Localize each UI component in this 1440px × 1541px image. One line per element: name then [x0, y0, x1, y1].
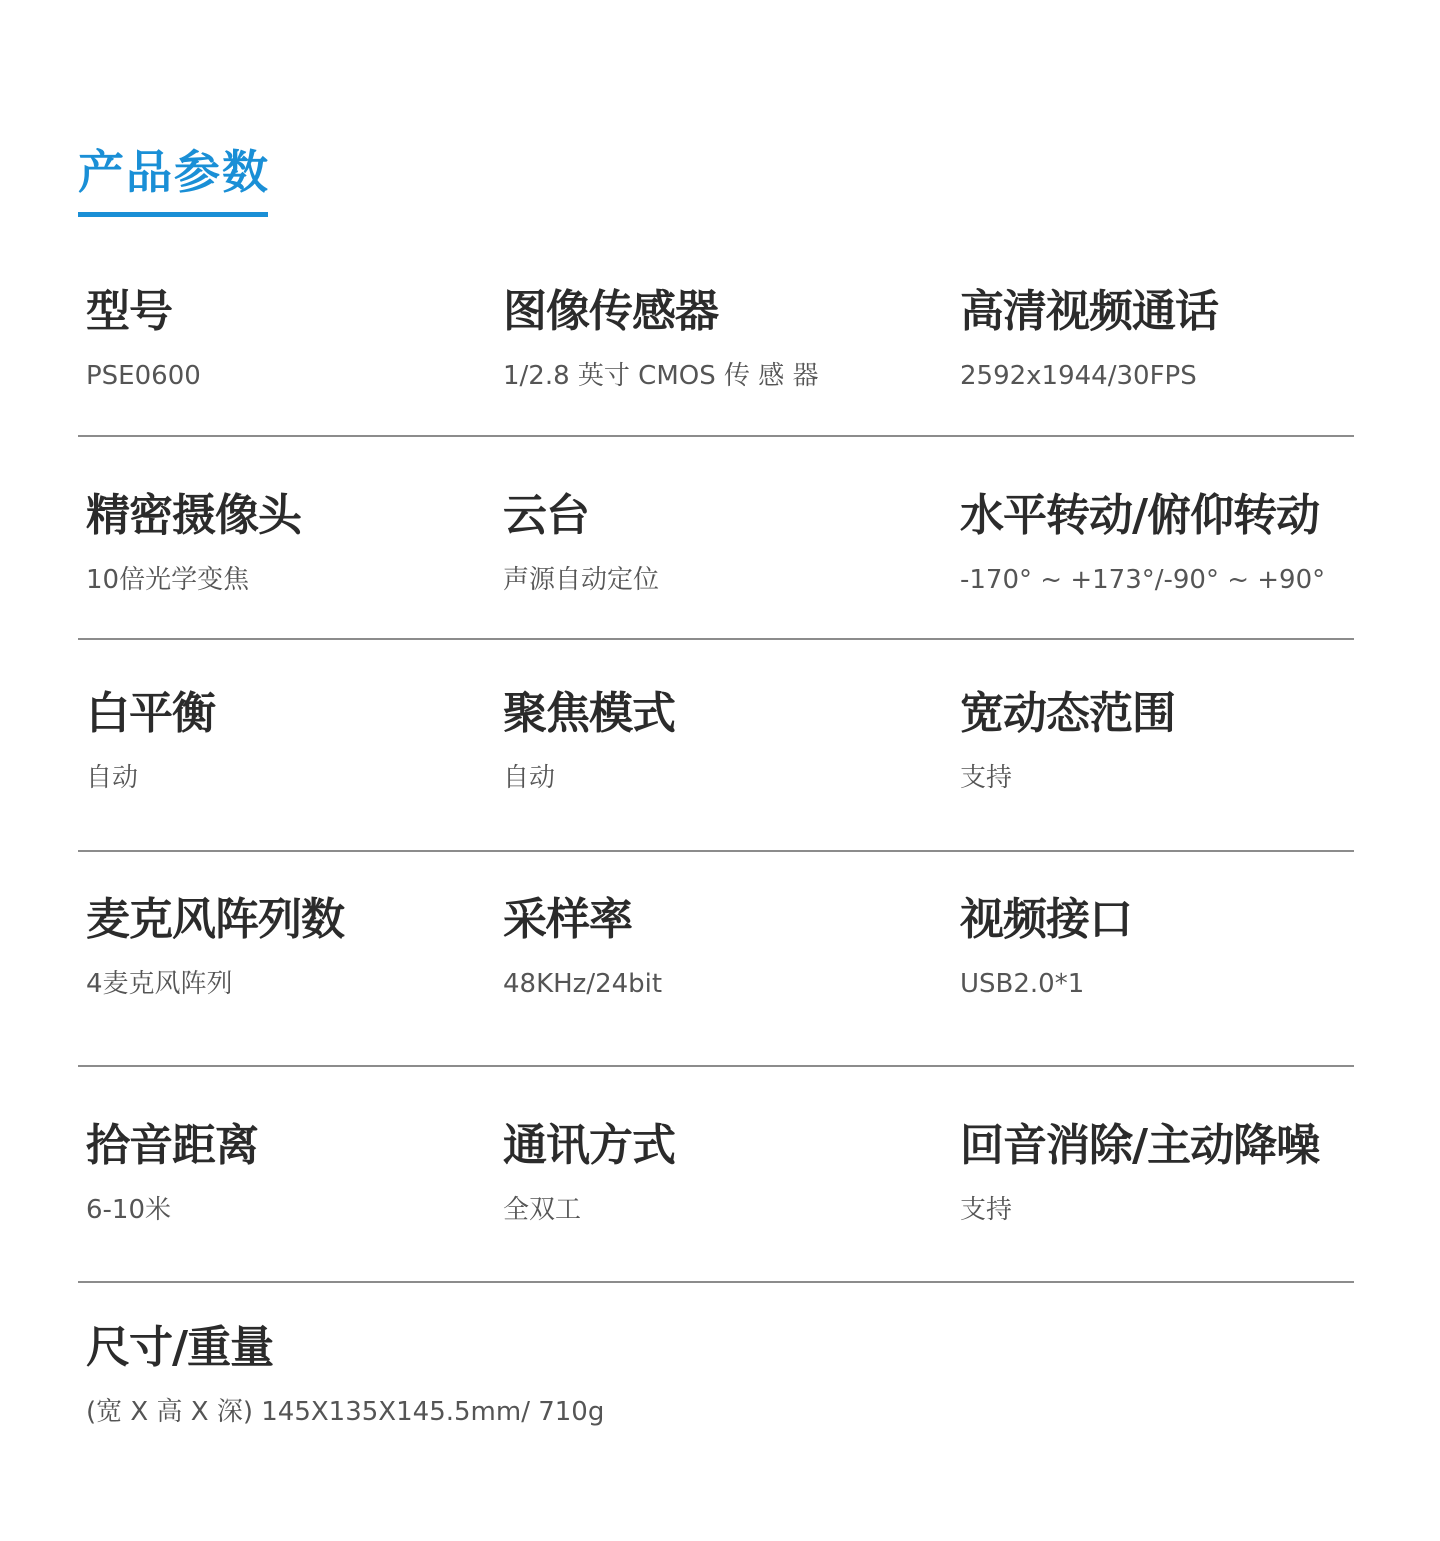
row-divider — [78, 1281, 1354, 1283]
spec-value: 10倍光学变焦 — [86, 565, 250, 595]
spec-label: 回音消除/主动降噪 — [960, 1120, 1320, 1171]
spec-value: 48KHz/24bit — [503, 969, 663, 999]
spec-label: 拾音距离 — [86, 1120, 258, 1171]
spec-value: 4麦克风阵列 — [86, 969, 233, 999]
spec-label: 尺寸/重量 — [86, 1322, 274, 1373]
spec-label: 水平转动/俯仰转动 — [960, 490, 1320, 541]
spec-label: 高清视频通话 — [960, 286, 1218, 337]
spec-value: 6-10米 — [86, 1195, 172, 1225]
spec-value: 声源自动定位 — [503, 565, 660, 595]
spec-value: -170° ~ +173°/-90° ~ +90° — [960, 565, 1326, 595]
spec-value: PSE0600 — [86, 361, 201, 391]
section-title: 产品参数 — [78, 145, 270, 199]
spec-label: 麦克风阵列数 — [86, 894, 344, 945]
spec-label: 白平衡 — [86, 688, 215, 739]
spec-value: 2592x1944/30FPS — [960, 361, 1197, 391]
spec-label: 图像传感器 — [503, 286, 718, 337]
title-underline — [78, 212, 268, 217]
row-divider — [78, 850, 1354, 852]
spec-value: 1/2.8 英寸 CMOS 传 感 器 — [503, 361, 819, 391]
spec-label: 通讯方式 — [503, 1120, 675, 1171]
spec-value: 支持 — [960, 1195, 1013, 1225]
row-divider — [78, 435, 1354, 437]
spec-value: 支持 — [960, 763, 1013, 793]
spec-label: 宽动态范围 — [960, 688, 1175, 739]
spec-value: 自动 — [86, 763, 139, 793]
spec-label: 采样率 — [503, 894, 632, 945]
spec-label: 型号 — [86, 286, 172, 337]
spec-label: 视频接口 — [960, 894, 1132, 945]
spec-value: 自动 — [503, 763, 556, 793]
row-divider — [78, 1065, 1354, 1067]
spec-value: USB2.0*1 — [960, 969, 1085, 999]
row-divider — [78, 638, 1354, 640]
spec-label: 精密摄像头 — [86, 490, 301, 541]
spec-value: (宽 X 高 X 深) 145X135X145.5mm/ 710g — [86, 1397, 605, 1427]
spec-label: 聚焦模式 — [503, 688, 675, 739]
spec-label: 云台 — [503, 490, 589, 541]
spec-value: 全双工 — [503, 1195, 582, 1225]
